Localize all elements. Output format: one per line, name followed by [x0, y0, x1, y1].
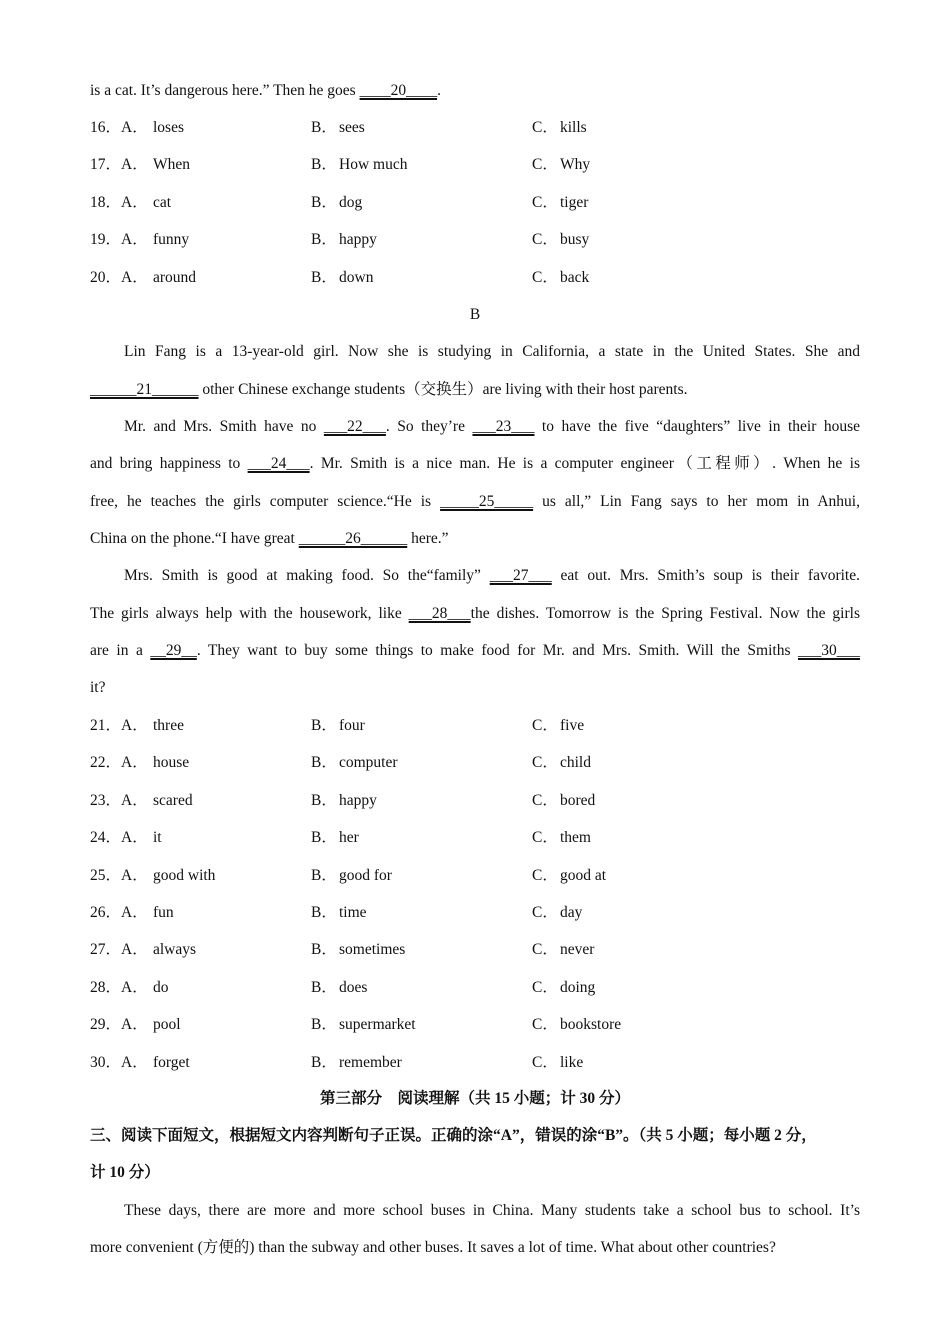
option-row — [90, 268, 860, 288]
option-b-label: B． — [311, 866, 337, 884]
option-b-text: supermarket — [339, 1016, 416, 1034]
question-number — [90, 828, 148, 848]
option-b-text: happy — [339, 791, 377, 809]
option-b-label: B． — [311, 119, 337, 136]
blank-20: ____20____ — [359, 82, 438, 99]
option-c-text: five — [560, 717, 585, 734]
question-number — [90, 230, 148, 250]
option-a-label: A． — [121, 1053, 148, 1071]
option-row — [90, 1015, 860, 1035]
option-a-text: it — [153, 829, 162, 847]
option-b-text: How much — [339, 156, 408, 174]
option-a-text: forget — [153, 1053, 190, 1071]
passage-text: . — [437, 82, 441, 99]
passage-text: Mr. and Mrs. Smith have no — [124, 418, 324, 435]
blank-25: _____25_____ — [440, 493, 534, 510]
passage-b-line-5 — [90, 492, 860, 512]
option-c-label: C． — [532, 754, 558, 772]
passage-b-line-10: it? — [90, 679, 106, 696]
option-a-text: house — [153, 754, 190, 772]
option-a-text: fun — [153, 904, 174, 921]
question-number — [90, 866, 148, 886]
question-number-value: 17． — [90, 156, 122, 174]
blank-24: ___24___ — [247, 455, 310, 472]
option-a-label: A． — [121, 717, 148, 734]
option-c-label: C． — [532, 1016, 558, 1034]
option-a-label: A． — [121, 791, 148, 809]
option-a-text: scared — [153, 791, 193, 809]
question-number — [90, 791, 148, 811]
question-number — [90, 940, 148, 960]
question-number-value: 23． — [90, 791, 122, 809]
option-b-text: does — [339, 978, 368, 996]
option-c-text: back — [560, 268, 590, 286]
option-b-text: good for — [339, 866, 392, 884]
option-a-text: three — [153, 717, 184, 734]
passage-text: are in a — [90, 642, 151, 659]
passage-text: free, he teaches the girls computer science.“He is — [90, 493, 441, 510]
option-c-text: bored — [560, 791, 596, 809]
question-number-value: 28． — [90, 978, 122, 996]
question-number-value: 30． — [90, 1053, 122, 1071]
passage-text: . They want to buy some things to make food for Mr. and Mrs. Smith. Will the Smiths — [196, 642, 798, 659]
option-c-label: C． — [532, 904, 558, 921]
passage-text: China on the phone.“I have great — [90, 530, 299, 547]
option-c-label: C． — [532, 866, 558, 884]
question-number — [90, 268, 148, 288]
option-b-label: B． — [311, 904, 337, 921]
option-a-text: good with — [153, 866, 216, 884]
option-c-text: busy — [560, 231, 590, 249]
option-row — [90, 940, 860, 960]
option-c-text: doing — [560, 978, 596, 996]
passage-text: eat out. Mrs. Smith’s soup is their favorite. — [551, 567, 860, 584]
passage-text: . Mr. Smith is a nice man. He is a computer engineer（工程师）. When he is — [309, 455, 860, 472]
option-b-label: B． — [311, 268, 337, 286]
option-b-text: dog — [339, 193, 363, 211]
option-c-label: C． — [532, 156, 558, 174]
option-c-label: C． — [532, 717, 558, 734]
option-c-label: C． — [532, 193, 558, 211]
option-b-label: B． — [311, 1053, 337, 1071]
option-c-label: C． — [532, 268, 558, 286]
option-row — [90, 155, 860, 175]
blank-21: ______21______ — [90, 381, 199, 398]
option-c-label: C． — [532, 1053, 558, 1071]
option-a-label: A． — [121, 904, 148, 921]
section-three-instructions-line-1: 三、阅读下面短文，根据短文内容判断句子正误。正确的涂“A”，错误的涂“B”。（共 5 小题；每小题 2 分， — [90, 1127, 817, 1144]
option-b-label: B． — [311, 978, 337, 996]
question-number-value: 27． — [90, 941, 122, 959]
option-a-text: funny — [153, 231, 190, 249]
passage-three-line-1: These days, there are more and more school buses in China. Many students take a school bus to school. It’s — [124, 1202, 860, 1219]
option-b-label: B． — [311, 791, 337, 809]
option-a-label: A． — [121, 978, 148, 996]
question-number-value: 19． — [90, 231, 122, 249]
question-number — [90, 1053, 148, 1073]
option-c-text: tiger — [560, 193, 589, 211]
option-a-text: cat — [153, 193, 172, 211]
option-a-label: A． — [121, 1016, 148, 1034]
passage-three-line-2: more convenient (方便的) than the subway and other buses. It saves a lot of time. What about other countries? — [90, 1239, 776, 1256]
option-a-label: A． — [121, 268, 148, 286]
question-number-value: 22． — [90, 754, 122, 772]
option-a-label: A． — [121, 156, 148, 174]
option-c-text: good at — [560, 866, 607, 884]
option-c-label: C． — [532, 941, 558, 959]
blank-27: ___27___ — [489, 567, 552, 584]
passage-b-line-1: Lin Fang is a 13-year-old girl. Now she is studying in California, a state in the United States. She and — [124, 343, 860, 360]
option-c-text: never — [560, 941, 595, 959]
passage-text: and bring happiness to — [90, 455, 248, 472]
passage-text: The girls always help with the housework, like — [90, 605, 409, 622]
option-b-text: happy — [339, 231, 377, 249]
question-number — [90, 903, 148, 923]
option-row — [90, 118, 860, 138]
passage-b-line-4 — [90, 454, 860, 474]
option-b-label: B． — [311, 941, 337, 959]
option-b-label: B． — [311, 156, 337, 174]
option-b-text: her — [339, 829, 359, 847]
question-number — [90, 716, 148, 736]
passage-text: to have the five “daughters” live in their house — [534, 418, 860, 435]
question-number — [90, 193, 148, 213]
question-number — [90, 978, 148, 998]
option-row — [90, 791, 860, 811]
question-number — [90, 155, 148, 175]
blank-23: ___23___ — [472, 418, 535, 435]
option-b-label: B． — [311, 754, 337, 772]
option-c-text: bookstore — [560, 1016, 622, 1034]
option-b-text: down — [339, 268, 374, 286]
option-c-label: C． — [532, 231, 558, 249]
passage-b-line-8 — [90, 604, 860, 624]
option-b-label: B． — [311, 1016, 337, 1034]
option-b-text: time — [339, 904, 367, 921]
passage-text: here.” — [407, 530, 449, 547]
passage-b-line-2 — [90, 380, 860, 400]
blank-29: __29__ — [150, 642, 197, 659]
question-number — [90, 753, 148, 773]
option-a-label: A． — [121, 754, 148, 772]
passage-b-line-6 — [90, 529, 860, 549]
passage-a-last-line — [90, 81, 860, 101]
option-a-label: A． — [121, 866, 148, 884]
option-a-text: pool — [153, 1016, 181, 1034]
question-number-value: 26． — [90, 904, 122, 921]
option-c-label: C． — [532, 978, 558, 996]
question-number-value: 24． — [90, 829, 122, 847]
question-number — [90, 1015, 148, 1035]
question-number-value: 18． — [90, 193, 122, 211]
option-b-label: B． — [311, 717, 337, 734]
question-number-value: 25． — [90, 866, 122, 884]
option-a-label: A． — [121, 829, 148, 847]
option-b-label: B． — [311, 193, 337, 211]
option-row — [90, 753, 860, 773]
question-number-value: 29． — [90, 1016, 122, 1034]
option-a-text: When — [153, 156, 191, 174]
option-c-text: kills — [560, 119, 587, 136]
question-number-value: 16． — [90, 119, 122, 136]
passage-b-line-7 — [124, 566, 860, 586]
option-row — [90, 828, 860, 848]
option-c-text: like — [560, 1053, 584, 1071]
blank-26: ______26______ — [298, 530, 408, 547]
passage-b-line-9 — [90, 641, 860, 661]
blank-30: ___30___ — [798, 642, 860, 659]
option-b-label: B． — [311, 231, 337, 249]
option-a-label: A． — [121, 231, 148, 249]
section-three-instructions-line-2: 计 10 分） — [90, 1164, 160, 1181]
option-c-text: child — [560, 754, 591, 772]
option-c-label: C． — [532, 119, 558, 136]
option-a-label: A． — [121, 119, 148, 136]
option-row — [90, 230, 860, 250]
option-c-text: Why — [560, 156, 591, 174]
option-row — [90, 903, 860, 923]
option-a-label: A． — [121, 941, 148, 959]
option-a-text: around — [153, 268, 197, 286]
option-a-label: A． — [121, 193, 148, 211]
part-three-heading: 第三部分 阅读理解（共 15 小题；计 30 分） — [319, 1090, 630, 1107]
question-number-value: 20． — [90, 268, 122, 286]
passage-text: . So they’re — [385, 418, 473, 435]
option-a-text: always — [153, 941, 197, 959]
passage-text: the dishes. Tomorrow is the Spring Festival. Now the girls — [470, 605, 860, 622]
option-row — [90, 716, 860, 736]
section-b-title: B — [469, 306, 481, 323]
option-c-text: them — [560, 829, 591, 847]
passage-text: Mrs. Smith is good at making food. So the“family” — [124, 567, 490, 584]
option-row — [90, 866, 860, 886]
option-c-text: day — [560, 904, 583, 921]
option-b-text: sometimes — [339, 941, 406, 959]
option-row — [90, 193, 860, 213]
passage-b-line-3 — [124, 417, 860, 437]
option-a-text: loses — [153, 119, 184, 136]
option-row — [90, 1053, 860, 1073]
passage-text: us all,” Lin Fang says to her mom in Anhui, — [533, 493, 860, 510]
option-b-text: computer — [339, 754, 398, 772]
option-b-text: sees — [339, 119, 365, 136]
passage-text: is a cat. It’s dangerous here.” Then he goes — [90, 82, 360, 99]
passage-text: other Chinese exchange students（交换生）are living with their host parents. — [198, 381, 688, 398]
question-number — [90, 118, 148, 138]
option-b-text: four — [339, 717, 365, 734]
option-c-label: C． — [532, 829, 558, 847]
question-number-value: 21． — [90, 717, 122, 734]
option-b-text: remember — [339, 1053, 402, 1071]
option-a-text: do — [153, 978, 169, 996]
blank-28: ___28___ — [408, 605, 471, 622]
option-c-label: C． — [532, 791, 558, 809]
blank-22: ___22___ — [323, 418, 386, 435]
option-row — [90, 978, 860, 998]
option-b-label: B． — [311, 829, 337, 847]
